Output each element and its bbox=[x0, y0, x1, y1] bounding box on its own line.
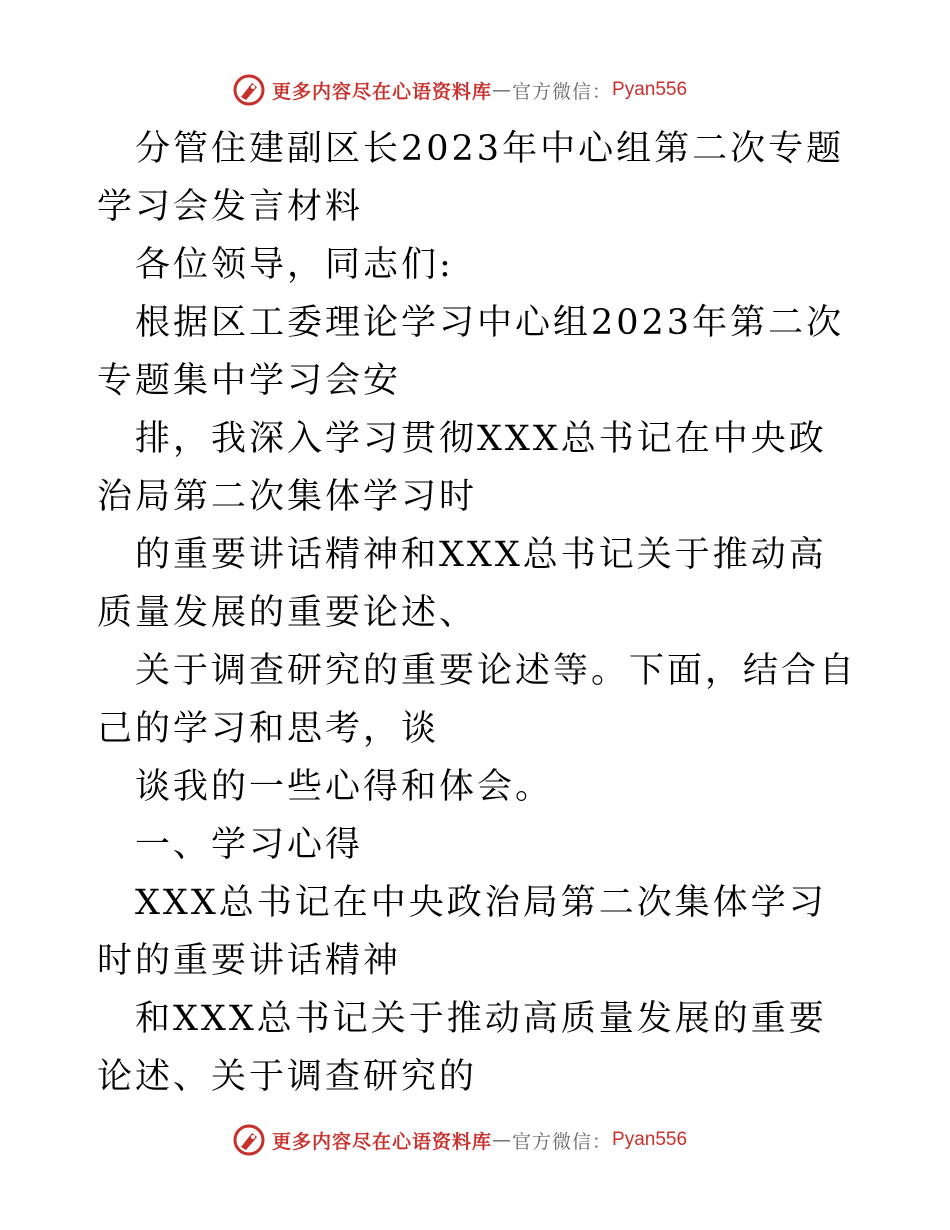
document-title: 分管住建副区长2023年中心组第二次专题学习会发言材料 bbox=[97, 129, 845, 227]
section-heading: 一、学习心得 bbox=[135, 825, 364, 865]
salutation: 各位领导，同志们: bbox=[135, 245, 454, 285]
body-paragraph: XXX总书记在中央政治局第二次集体学习时的重要讲话精神 bbox=[97, 883, 827, 981]
body-paragraph: 和XXX总书记关于推动高质量发展的重要论述、关于调查研究的 bbox=[97, 999, 827, 1097]
body-paragraph: 谈我的一些心得和体会。 bbox=[135, 767, 554, 807]
banner-contact-label: 官方微信： bbox=[512, 80, 613, 103]
pen-nib-logo-icon bbox=[232, 73, 266, 107]
header-banner bbox=[232, 70, 687, 110]
document-body bbox=[97, 120, 857, 1106]
banner-site-text: 更多内容尽在心语资料库 bbox=[272, 1130, 493, 1153]
banner-site-text: 更多内容尽在心语资料库 bbox=[272, 80, 493, 103]
banner-dash: — bbox=[492, 79, 513, 101]
banner-contact-label: 官方微信： bbox=[512, 1130, 613, 1153]
banner-contact-id: Pyan556 bbox=[612, 1129, 688, 1150]
footer-banner bbox=[232, 1120, 687, 1160]
banner-contact-id: Pyan556 bbox=[612, 79, 688, 100]
banner-dash: — bbox=[492, 1129, 513, 1151]
body-paragraph: 根据区工委理论学习中心组2023年第二次专题集中学习会安 bbox=[97, 303, 845, 401]
body-paragraph: 的重要讲话精神和XXX总书记关于推动高质量发展的重要论述、 bbox=[97, 535, 827, 633]
pen-nib-logo-icon bbox=[232, 1123, 266, 1157]
body-paragraph: 排，我深入学习贯彻XXX总书记在中央政治局第二次集体学习时 bbox=[97, 419, 827, 517]
body-paragraph: 关于调查研究的重要论述等。下面，结合自己的学习和思考，谈 bbox=[97, 651, 858, 749]
